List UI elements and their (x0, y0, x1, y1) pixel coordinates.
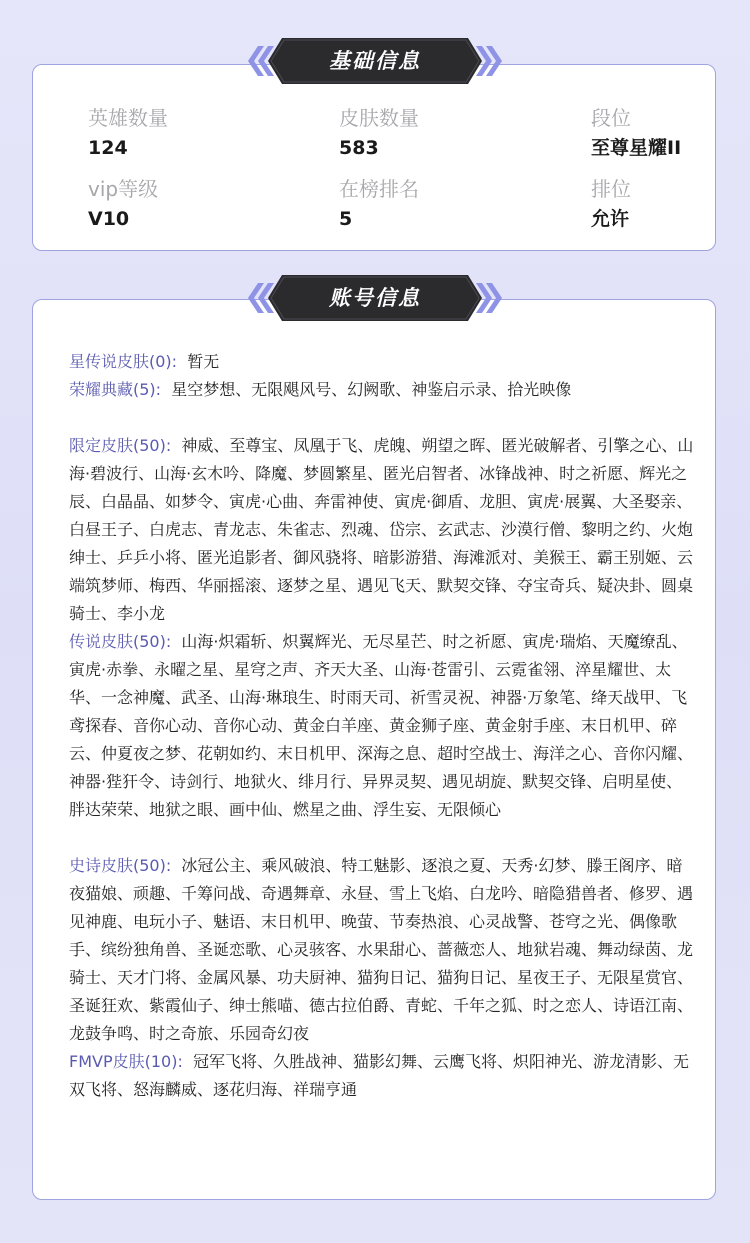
rank-label: 段位 (591, 106, 631, 130)
hero-count-cell (88, 105, 288, 161)
legend-skins-list: 山海·炽霜斩、炽翼辉光、无尽星芒、时之祈愿、寅虎·瑞焰、天魔缭乱、寅虎·赤拳、永曜之星、星穹之声、齐天大圣、山海·苍雷引、云霓雀翎、淬星耀世、太华、一念神魔、武圣、山海·琳琅生、时雨天司、祈雪灵祝、神器·万象笔、绛天战甲、飞鸢探春、音你心动、音你心动、黄金白羊座、黄金狮子座、黄金射手座、末日机甲、碎云、仲夏夜之梦、花朝如约、末日机甲、深海之息、超时空战士、海洋之心、音你闪耀、神器·狴犴令、诗剑行、地狱火、绯月行、异界灵契、遇见胡旋、默契交锋、启明星使、胖达荣荣、地狱之眼、画中仙、燃星之曲、浮生妄、无限倾心 (69, 632, 694, 819)
fmvp-skins-list: 冠军飞将、久胜战神、猫影幻舞、云鹰飞将、炽阳神光、游龙清影、无双飞将、怒海麟威、逐花归海、祥瑞亨通 (69, 1052, 690, 1099)
board-rank-label: 在榜排名 (339, 177, 419, 201)
vip-label: vip等级 (88, 177, 159, 201)
skin-count-label: 皮肤数量 (339, 106, 419, 130)
ranked-allowed-value: 允许 (591, 208, 630, 230)
vip-cell (88, 176, 288, 232)
fmvp-skins-label: FMVP皮肤(10): (69, 1052, 183, 1071)
limited-skins-list: 神威、至尊宝、凤凰于飞、虎魄、朔望之晖、匿光破解者、引擎之心、山海·碧波行、山海·玄木吟、降魔、梦圆繁星、匿光启智者、冰锋战神、时之祈愿、辉光之辰、白晶晶、如梦令、寅虎·心曲、奔雷神使、寅虎·御盾、龙胆、寅虎·展翼、大圣娶亲、白昼王子、白虎志、青龙志、朱雀志、烈魂、岱宗、玄武志、沙漠行僧、黎明之约、火炮绅士、乒乒小将、匿光追影者、御风骁将、暗影游猎、海滩派对、美猴王、霸王别姬、云端筑梦师、梅西、华丽摇滚、逐梦之星、遇见飞天、默契交锋、夺宝奇兵、疑决卦、圆桌骑士、李小龙 (69, 436, 694, 623)
glory-collection (69, 376, 695, 404)
account-info-title: 账号信息 (329, 286, 421, 310)
board-rank-value: 5 (339, 208, 353, 230)
account-info-card (32, 299, 716, 1200)
rank-value: 至尊星耀II (591, 137, 682, 159)
fmvp-skins (69, 1048, 695, 1104)
basic-info-card (32, 64, 716, 251)
hero-count-value: 124 (88, 137, 128, 159)
basic-info-banner (0, 38, 750, 84)
star-legend-label: 星传说皮肤(0): (69, 352, 178, 371)
account-info-content (69, 348, 695, 1104)
glory-collection-list: 星空梦想、无限飓风号、幻阙歌、神鉴启示录、拾光映像 (171, 380, 572, 399)
legend-skins-label: 传说皮肤(50): (69, 632, 172, 651)
epic-skins-label: 史诗皮肤(50): (69, 856, 172, 875)
limited-skins (69, 432, 695, 628)
rank-cell (591, 105, 750, 161)
vip-value: V10 (88, 208, 130, 230)
board-rank-cell (339, 176, 539, 232)
epic-skins (69, 852, 695, 1048)
star-legend-skins (69, 348, 695, 376)
account-info-banner (0, 275, 750, 321)
ranked-allowed-label: 排位 (591, 177, 631, 201)
ranked-allowed-cell (591, 176, 750, 232)
limited-skins-label: 限定皮肤(50): (69, 436, 172, 455)
legend-skins (69, 628, 695, 824)
star-legend-list: 暂无 (187, 352, 220, 371)
skin-count-cell (339, 105, 539, 161)
epic-skins-list: 冰冠公主、乘风破浪、特工魅影、逐浪之夏、天秀·幻梦、滕王阁序、暗夜猫娘、顽趣、千筹问战、奇遇舞章、永昼、雪上飞焰、白龙吟、暗隐猎兽者、修罗、遇见神鹿、电玩小子、魅语、末日机甲、晚萤、节奏热浪、心灵战警、苍穹之光、偶像歌手、缤纷独角兽、圣诞恋歌、心灵骇客、水果甜心、蔷薇恋人、地狱岩魂、舞动绿茵、龙骑士、天才门将、金属风暴、功夫厨神、猫狗日记、猫狗日记、星夜王子、无限星赏官、圣诞狂欢、紫霞仙子、绅士熊喵、德古拉伯爵、青蛇、千年之狐、时之恋人、诗语江南、龙鼓争鸣、时之奇旅、乐园奇幻夜 (69, 856, 694, 1043)
hero-count-label: 英雄数量 (88, 106, 168, 130)
glory-collection-label: 荣耀典藏(5): (69, 380, 162, 399)
skin-count-value: 583 (339, 137, 379, 159)
basic-info-title: 基础信息 (329, 49, 421, 73)
